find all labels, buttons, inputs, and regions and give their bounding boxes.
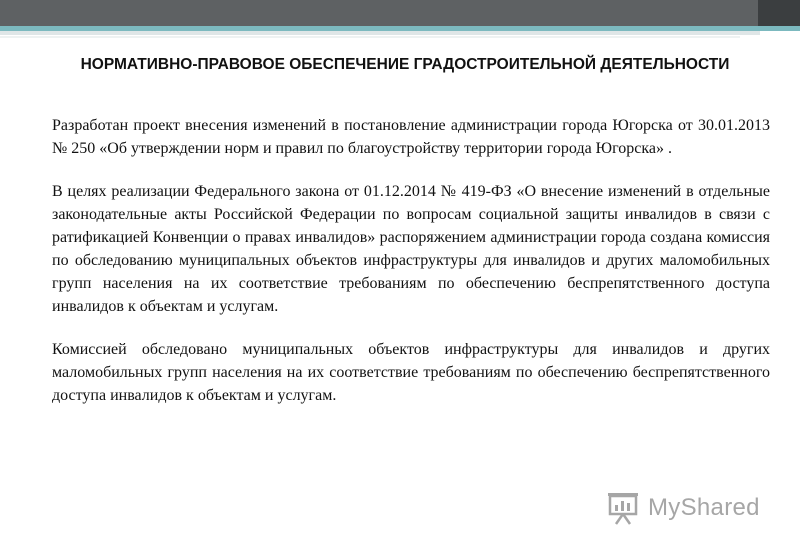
watermark-text: MyShared	[648, 494, 760, 521]
top-header-bar	[0, 0, 800, 26]
top-header-bar-right-block	[758, 0, 800, 26]
header-accent-line-faint	[0, 36, 740, 38]
paragraph-federal-law: В целях реализации Федерального закона от 01.12.2014 № 419-ФЗ «О внесение изменений в отдельные законодательные акты Российской Федерации по вопросам социальной защиты инвалидов в связи с ратификацией Конвенции о правах инвалидов» распоряжением администрации города создана комиссия по обследованию муниципальных объектов инфраструктуры для инвалидов и других маломобильных групп населения на их соответствие требованиям по обеспечению беспрепятственного доступа инвалидов к объектам и услугам.	[52, 183, 770, 315]
paragraph-commission: Комиссией обследовано муниципальных объектов инфраструктуры для инвалидов и других маломобильных групп населения на их соответствие требованиям по обеспечению беспрепятственного доступа инвалидов к объектам и услугам.	[52, 341, 770, 404]
watermark	[606, 488, 760, 528]
presentation-board-icon	[606, 490, 640, 526]
header-accent-line-light	[0, 31, 760, 35]
slide-title: НОРМАТИВНО-ПРАВОВОЕ ОБЕСПЕЧЕНИЕ ГРАДОСТРОИТЕЛЬНОЙ ДЕЯТЕЛЬНОСТИ	[80, 56, 730, 73]
slide-body	[52, 114, 770, 427]
paragraph-project: Разработан проект внесения изменений в постановление администрации города Югорска от 30.01.2013 № 250 «Об утверждении норм и правил по благоустройству территории города Югорска» .	[52, 117, 770, 157]
